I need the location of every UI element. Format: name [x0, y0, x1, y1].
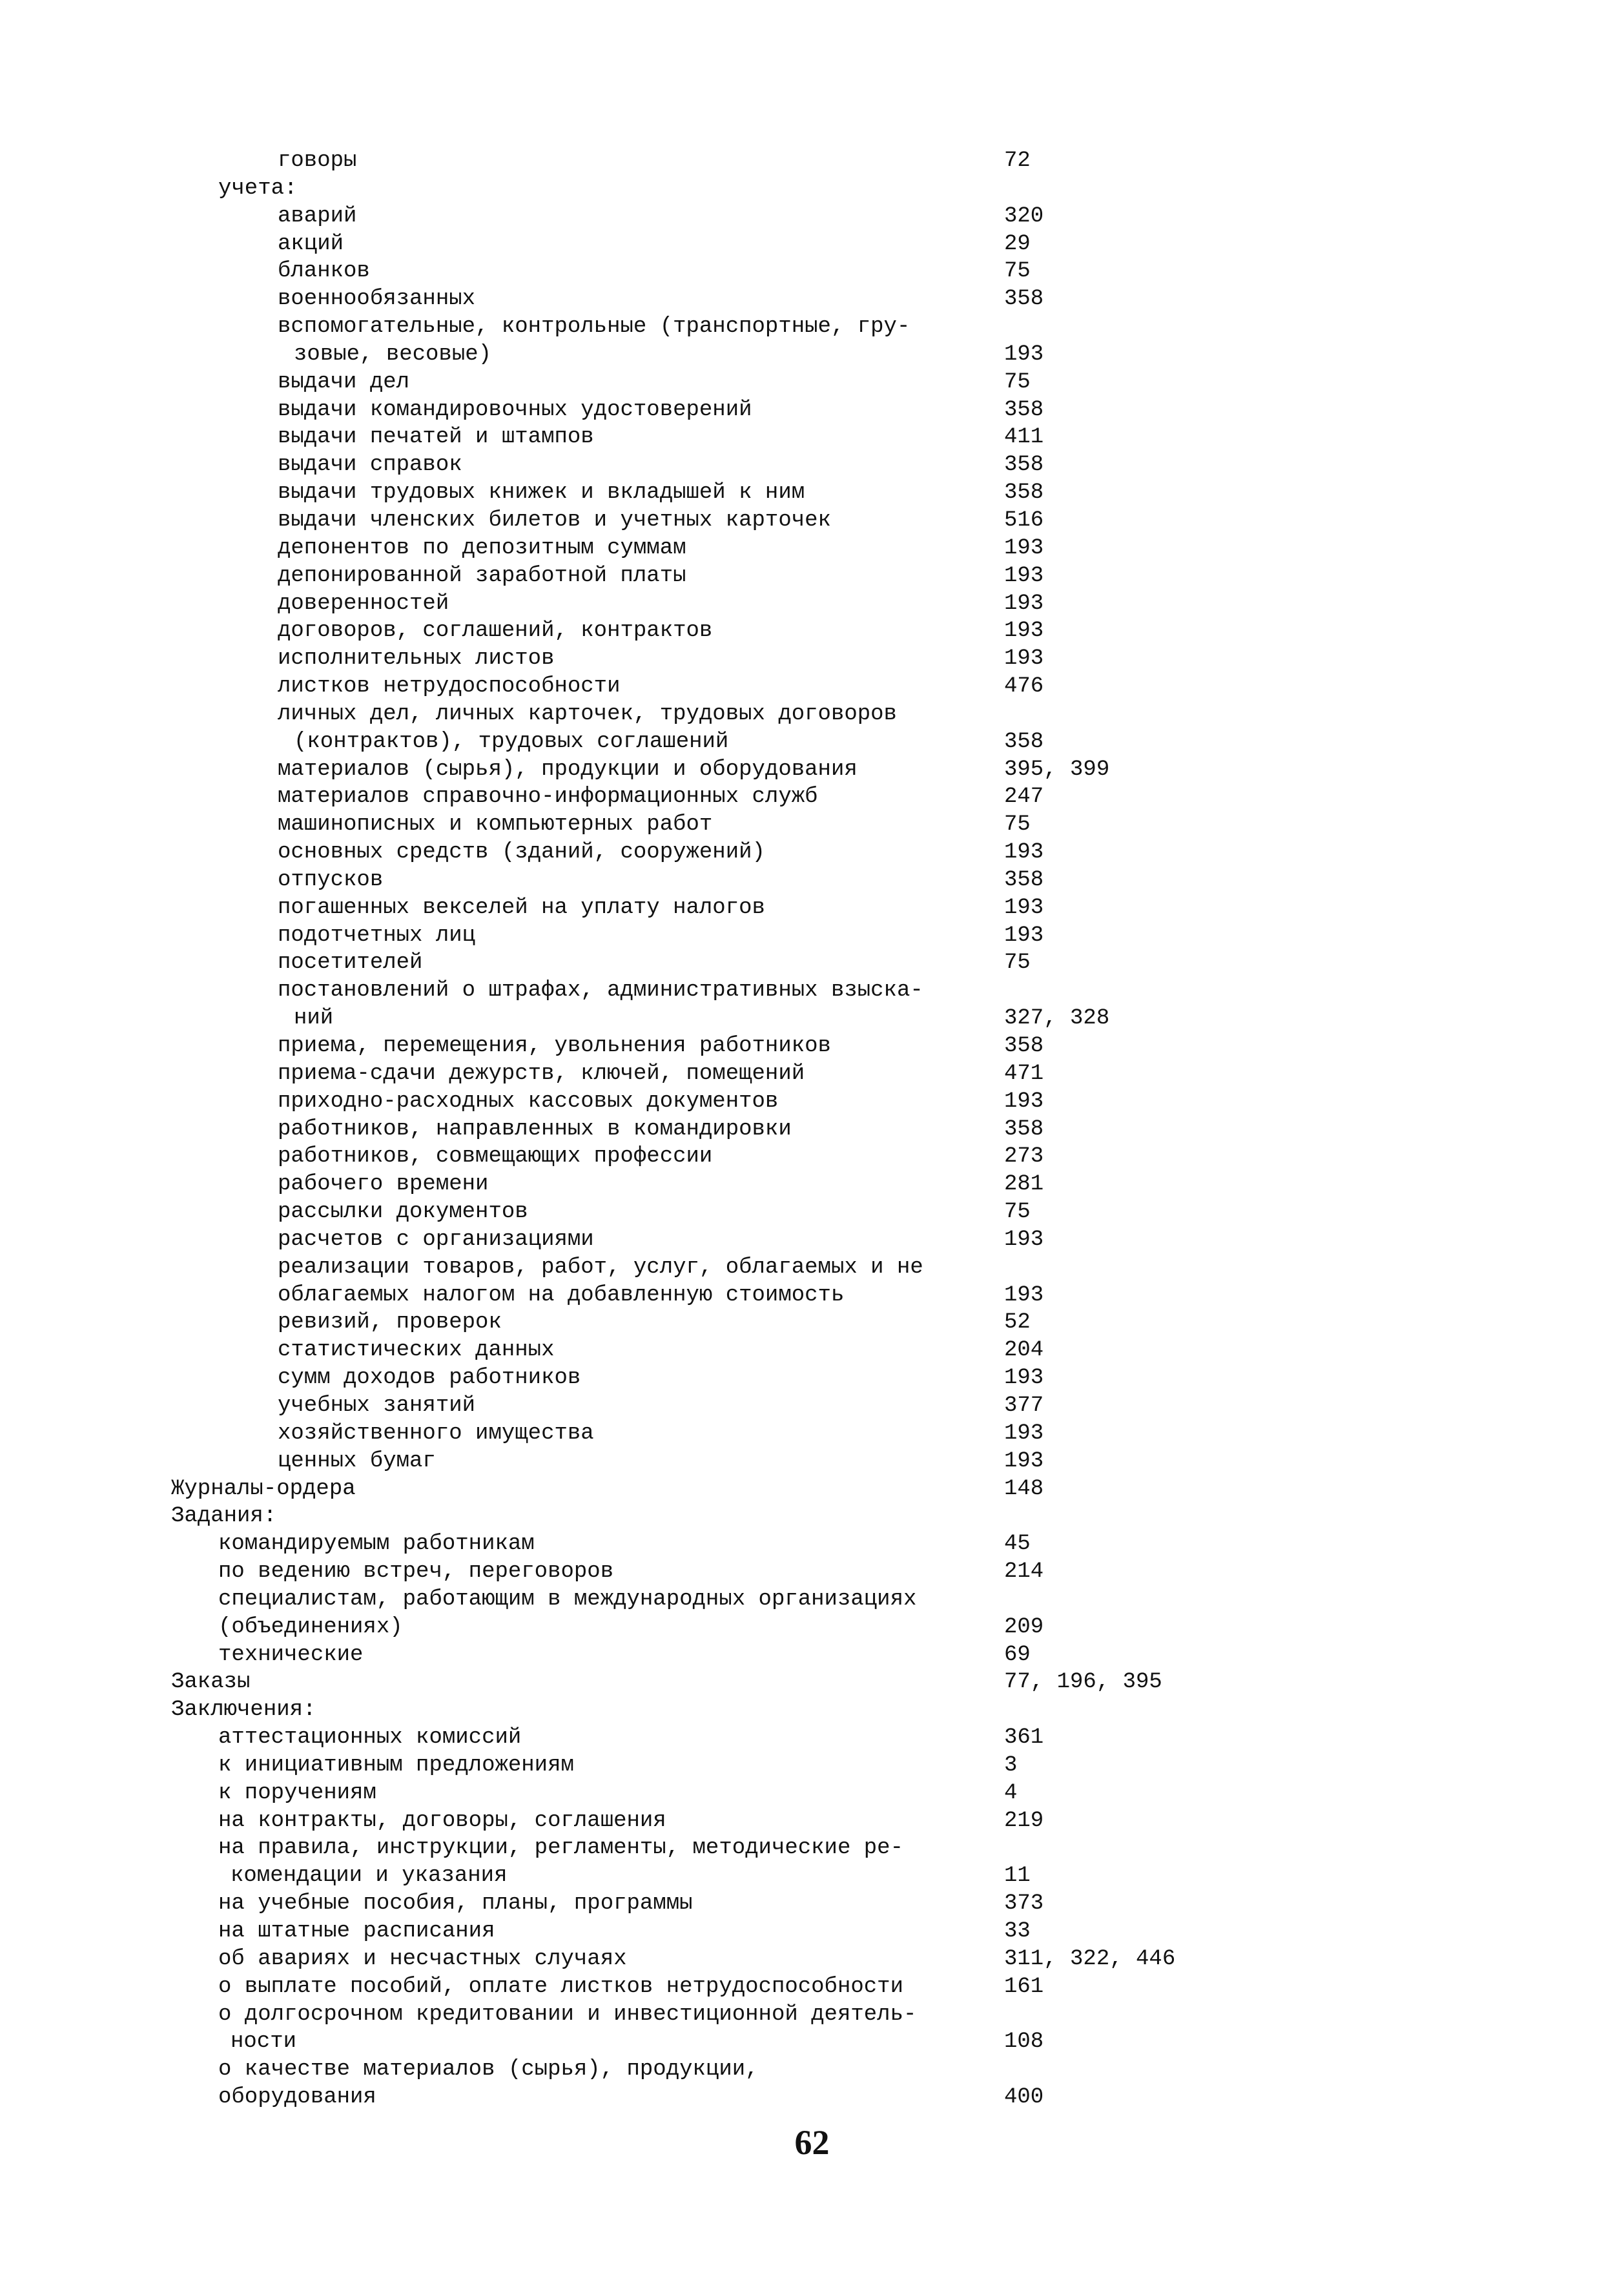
- index-page-refs: 400: [1004, 2085, 1044, 2110]
- index-entry: [0, 1890, 1624, 1918]
- index-entry: [0, 1834, 1624, 1862]
- index-page-refs: 361: [1004, 1725, 1044, 1751]
- index-term: на контракты, договоры, соглашения: [218, 1808, 666, 1833]
- index-page-refs: 193: [1004, 923, 1044, 948]
- index-entry: [0, 258, 1624, 285]
- index-entry: [0, 1724, 1624, 1752]
- index-entry: [0, 922, 1624, 950]
- index-page-refs: 273: [1004, 1144, 1044, 1169]
- index-term: реализации товаров, работ, услуг, облагаемых и не: [278, 1255, 923, 1280]
- index-entry: [0, 645, 1624, 673]
- index-term: ности: [231, 2029, 297, 2055]
- index-page-refs: 281: [1004, 1172, 1044, 1197]
- index-term: хозяйственного имущества: [278, 1421, 594, 1446]
- index-term: основных средств (зданий, сооружений): [278, 840, 765, 865]
- index-term: о качестве материалов (сырья), продукции,: [218, 2057, 759, 2082]
- index-term: расчетов с организациями: [278, 1227, 594, 1252]
- index-entry: [0, 756, 1624, 784]
- index-entry: [0, 1780, 1624, 1807]
- index-term: приходно-расходных кассовых документов: [278, 1089, 779, 1114]
- index-page-refs: 4: [1004, 1780, 1018, 1805]
- index-entry: [0, 1669, 1624, 1696]
- index-page-refs: 476: [1004, 674, 1044, 699]
- index-term: выдачи трудовых книжек и вкладышей к ним: [278, 480, 805, 506]
- index-page-refs: 193: [1004, 535, 1044, 560]
- index-entry: [0, 867, 1624, 894]
- index-term: аварий: [278, 203, 357, 229]
- index-term: по ведению встреч, переговоров: [218, 1559, 614, 1585]
- index-page-refs: 52: [1004, 1310, 1031, 1335]
- index-entry: [0, 1641, 1624, 1669]
- index-term: аттестационных комиссий: [218, 1725, 522, 1751]
- index-term: Задания:: [171, 1504, 277, 1529]
- index-entry: [0, 1171, 1624, 1198]
- index-term: военнообязанных: [278, 287, 476, 312]
- index-term: личных дел, личных карточек, трудовых договоров: [278, 701, 897, 726]
- index-entry: [0, 1198, 1624, 1226]
- index-entry: [0, 673, 1624, 701]
- page-number: 62: [794, 2123, 830, 2162]
- index-page-refs: 358: [1004, 480, 1044, 506]
- index-term: работников, направленных в командировки: [278, 1116, 792, 1142]
- index-term: комендации и указания: [231, 1864, 508, 1889]
- index-term: на правила, инструкции, регламенты, методические ре-: [218, 1836, 903, 1861]
- index-term: облагаемых налогом на добавленную стоимость: [278, 1282, 845, 1308]
- index-term: рабочего времени: [278, 1172, 489, 1197]
- index-page-refs: 108: [1004, 2029, 1044, 2055]
- index-term: отпусков: [278, 867, 384, 892]
- index-page-refs: 77, 196, 395: [1004, 1670, 1162, 1695]
- index-term: сумм доходов работников: [278, 1366, 581, 1391]
- index-page-refs: 193: [1004, 1366, 1044, 1391]
- index-term: командируемым работникам: [218, 1532, 535, 1557]
- index-term: на штатные расписания: [218, 1919, 495, 1944]
- index-entry: [0, 2084, 1624, 2111]
- index-entry: [0, 451, 1624, 479]
- index-entry: [0, 313, 1624, 341]
- index-page-refs: 516: [1004, 508, 1044, 533]
- index-page-refs: 320: [1004, 203, 1044, 229]
- index-page-refs: 358: [1004, 1034, 1044, 1058]
- index-page-refs: 377: [1004, 1393, 1044, 1418]
- index-page-refs: 411: [1004, 425, 1044, 450]
- index-page-refs: 311, 322, 446: [1004, 1946, 1176, 1971]
- index-term: выдачи членских билетов и учетных карточек: [278, 508, 831, 533]
- index-page-refs: 193: [1004, 591, 1044, 616]
- index-term: оборудования: [218, 2085, 376, 2110]
- index-entry: [0, 1614, 1624, 1641]
- index-term: Заключения:: [171, 1698, 316, 1723]
- index-term: выдачи справок: [278, 453, 462, 478]
- index-term: листков нетрудоспособности: [278, 674, 621, 699]
- index-entry: [0, 479, 1624, 507]
- index-page-refs: 75: [1004, 259, 1031, 284]
- index-page-refs: 471: [1004, 1061, 1044, 1086]
- index-term: машинописных и компьютерных работ: [278, 812, 713, 837]
- index-entry: [0, 1143, 1624, 1171]
- index-page-refs: 161: [1004, 1974, 1044, 1999]
- index-page-refs: 209: [1004, 1614, 1044, 1639]
- index-page-refs: 193: [1004, 619, 1044, 644]
- index-term: бланков: [278, 259, 370, 284]
- index-entry: [0, 1946, 1624, 1973]
- index-term: подотчетных лиц: [278, 923, 476, 948]
- index-page-refs: 373: [1004, 1891, 1044, 1916]
- index-page-refs: 33: [1004, 1919, 1031, 1944]
- index-entry: [0, 949, 1624, 977]
- index-page-refs: 358: [1004, 453, 1044, 478]
- index-page-refs: 72: [1004, 149, 1031, 173]
- index-entry: [0, 175, 1624, 203]
- index-entry: [0, 535, 1624, 562]
- index-entry: [0, 1475, 1624, 1503]
- index-entry: [0, 562, 1624, 590]
- index-page-refs: 69: [1004, 1642, 1031, 1667]
- index-entry: [0, 2001, 1624, 2029]
- index-term: специалистам, работающим в международных организациях: [218, 1587, 917, 1612]
- index-entry: [0, 507, 1624, 535]
- index-page-refs: 75: [1004, 950, 1031, 976]
- index-page-refs: 193: [1004, 1448, 1044, 1474]
- index-entry: [0, 590, 1624, 618]
- index-entry: [0, 701, 1624, 728]
- index-entry: [0, 147, 1624, 175]
- index-term: приема-сдачи дежурств, ключей, помещений: [278, 1061, 805, 1086]
- index-page-refs: 193: [1004, 1227, 1044, 1252]
- index-entry: [0, 1337, 1624, 1364]
- index-entry: [0, 424, 1624, 451]
- index-page-refs: 395, 399: [1004, 757, 1110, 782]
- index-entry: [0, 1254, 1624, 1282]
- index-entry: [0, 369, 1624, 396]
- index-entry: [0, 1226, 1624, 1254]
- index-term: выдачи печатей и штампов: [278, 425, 594, 450]
- index-term: постановлений о штрафах, административных взыска-: [278, 978, 923, 1003]
- index-entry: [0, 728, 1624, 756]
- index-page-refs: 148: [1004, 1476, 1044, 1501]
- index-page-refs: 219: [1004, 1808, 1044, 1833]
- index-list: [0, 147, 1624, 2111]
- index-term: договоров, соглашений, контрактов: [278, 619, 713, 644]
- index-entry: [0, 617, 1624, 645]
- index-page-refs: 3: [1004, 1752, 1018, 1778]
- index-term: вспомогательные, контрольные (транспортные, гру-: [278, 314, 910, 340]
- index-entry: [0, 1862, 1624, 1890]
- index-term: материалов (сырья), продукции и оборудования: [278, 757, 858, 782]
- index-entry: [0, 396, 1624, 424]
- index-page-refs: 327, 328: [1004, 1006, 1110, 1031]
- index-page-refs: 193: [1004, 1089, 1044, 1114]
- index-entry: [0, 1558, 1624, 1586]
- index-entry: [0, 839, 1624, 867]
- index-page-refs: 193: [1004, 840, 1044, 865]
- index-term: о выплате пособий, оплате листков нетрудоспособности: [218, 1974, 903, 1999]
- index-entry: [0, 811, 1624, 839]
- index-term: доверенностей: [278, 591, 449, 616]
- index-entry: [0, 341, 1624, 369]
- index-page-refs: 193: [1004, 1282, 1044, 1308]
- index-entry: [0, 1973, 1624, 2001]
- index-term: посетителей: [278, 950, 423, 976]
- index-term: к инициативным предложениям: [218, 1752, 574, 1778]
- index-term: рассылки документов: [278, 1200, 528, 1225]
- index-entry: [0, 2056, 1624, 2084]
- index-entry: [0, 1420, 1624, 1448]
- index-term: к поручениям: [218, 1780, 376, 1805]
- index-term: (контрактов), трудовых соглашений: [294, 729, 729, 754]
- index-entry: [0, 1364, 1624, 1392]
- index-page-refs: 358: [1004, 1116, 1044, 1142]
- index-entry: [0, 1448, 1624, 1475]
- index-entry: [0, 1503, 1624, 1530]
- index-term: на учебные пособия, планы, программы: [218, 1891, 693, 1916]
- index-term: Журналы-ордера: [171, 1476, 356, 1501]
- index-page-refs: 358: [1004, 867, 1044, 892]
- index-term: (объединениях): [218, 1614, 403, 1639]
- index-term: материалов справочно-информационных служб: [278, 785, 818, 810]
- index-entry: [0, 1309, 1624, 1337]
- index-term: зовые, весовые): [294, 342, 492, 367]
- index-term: работников, совмещающих профессии: [278, 1144, 713, 1169]
- index-page-refs: 75: [1004, 1200, 1031, 1225]
- index-term: депонентов по депозитным суммам: [278, 535, 686, 560]
- index-entry: [0, 1116, 1624, 1144]
- index-page-refs: 358: [1004, 397, 1044, 422]
- index-page-refs: 45: [1004, 1532, 1031, 1557]
- index-term: выдачи командировочных удостоверений: [278, 397, 752, 422]
- index-page-refs: 75: [1004, 812, 1031, 837]
- index-term: акций: [278, 231, 344, 256]
- index-page-refs: 193: [1004, 342, 1044, 367]
- index-term: выдачи дел: [278, 369, 410, 395]
- index-term: статистических данных: [278, 1338, 555, 1363]
- index-term: говоры: [278, 149, 357, 173]
- index-term: о долгосрочном кредитовании и инвестиционной деятель-: [218, 2002, 917, 2027]
- index-page-refs: 358: [1004, 287, 1044, 312]
- index-term: ревизий, проверок: [278, 1310, 502, 1335]
- index-page-refs: 11: [1004, 1864, 1031, 1889]
- index-term: учебных занятий: [278, 1393, 476, 1418]
- index-entry: [0, 1752, 1624, 1780]
- index-entry: [0, 1807, 1624, 1835]
- index-page-refs: 204: [1004, 1338, 1044, 1363]
- index-entry: [0, 2028, 1624, 2056]
- index-term: технические: [218, 1642, 364, 1667]
- index-entry: [0, 231, 1624, 258]
- index-page-refs: 358: [1004, 729, 1044, 754]
- index-entry: [0, 1586, 1624, 1614]
- index-entry: [0, 783, 1624, 811]
- index-entry: [0, 1392, 1624, 1420]
- index-entry: [0, 285, 1624, 313]
- index-entry: [0, 977, 1624, 1005]
- index-entry: [0, 894, 1624, 922]
- index-entry: [0, 1060, 1624, 1088]
- index-entry: [0, 1282, 1624, 1309]
- index-entry: [0, 1005, 1624, 1032]
- index-term: ний: [294, 1006, 334, 1031]
- index-page-refs: 193: [1004, 563, 1044, 588]
- index-term: Заказы: [171, 1670, 251, 1695]
- index-term: ценных бумаг: [278, 1448, 436, 1474]
- index-page-refs: 75: [1004, 369, 1031, 395]
- index-term: исполнительных листов: [278, 646, 555, 672]
- index-entry: [0, 203, 1624, 231]
- index-entry: [0, 1032, 1624, 1060]
- index-term: погашенных векселей на уплату налогов: [278, 895, 765, 920]
- index-entry: [0, 1918, 1624, 1946]
- index-page-refs: 247: [1004, 785, 1044, 810]
- index-page-refs: 193: [1004, 1421, 1044, 1446]
- index-page-refs: 29: [1004, 231, 1031, 256]
- index-page-refs: 214: [1004, 1559, 1044, 1585]
- index-term: депонированной заработной платы: [278, 563, 686, 588]
- index-entry: [0, 1088, 1624, 1116]
- index-term: об авариях и несчастных случаях: [218, 1946, 627, 1971]
- index-page-refs: 193: [1004, 646, 1044, 672]
- index-entry: [0, 1696, 1624, 1724]
- index-page-refs: 193: [1004, 895, 1044, 920]
- index-term: учета:: [218, 176, 298, 201]
- index-term: приема, перемещения, увольнения работников: [278, 1034, 831, 1058]
- index-entry: [0, 1530, 1624, 1558]
